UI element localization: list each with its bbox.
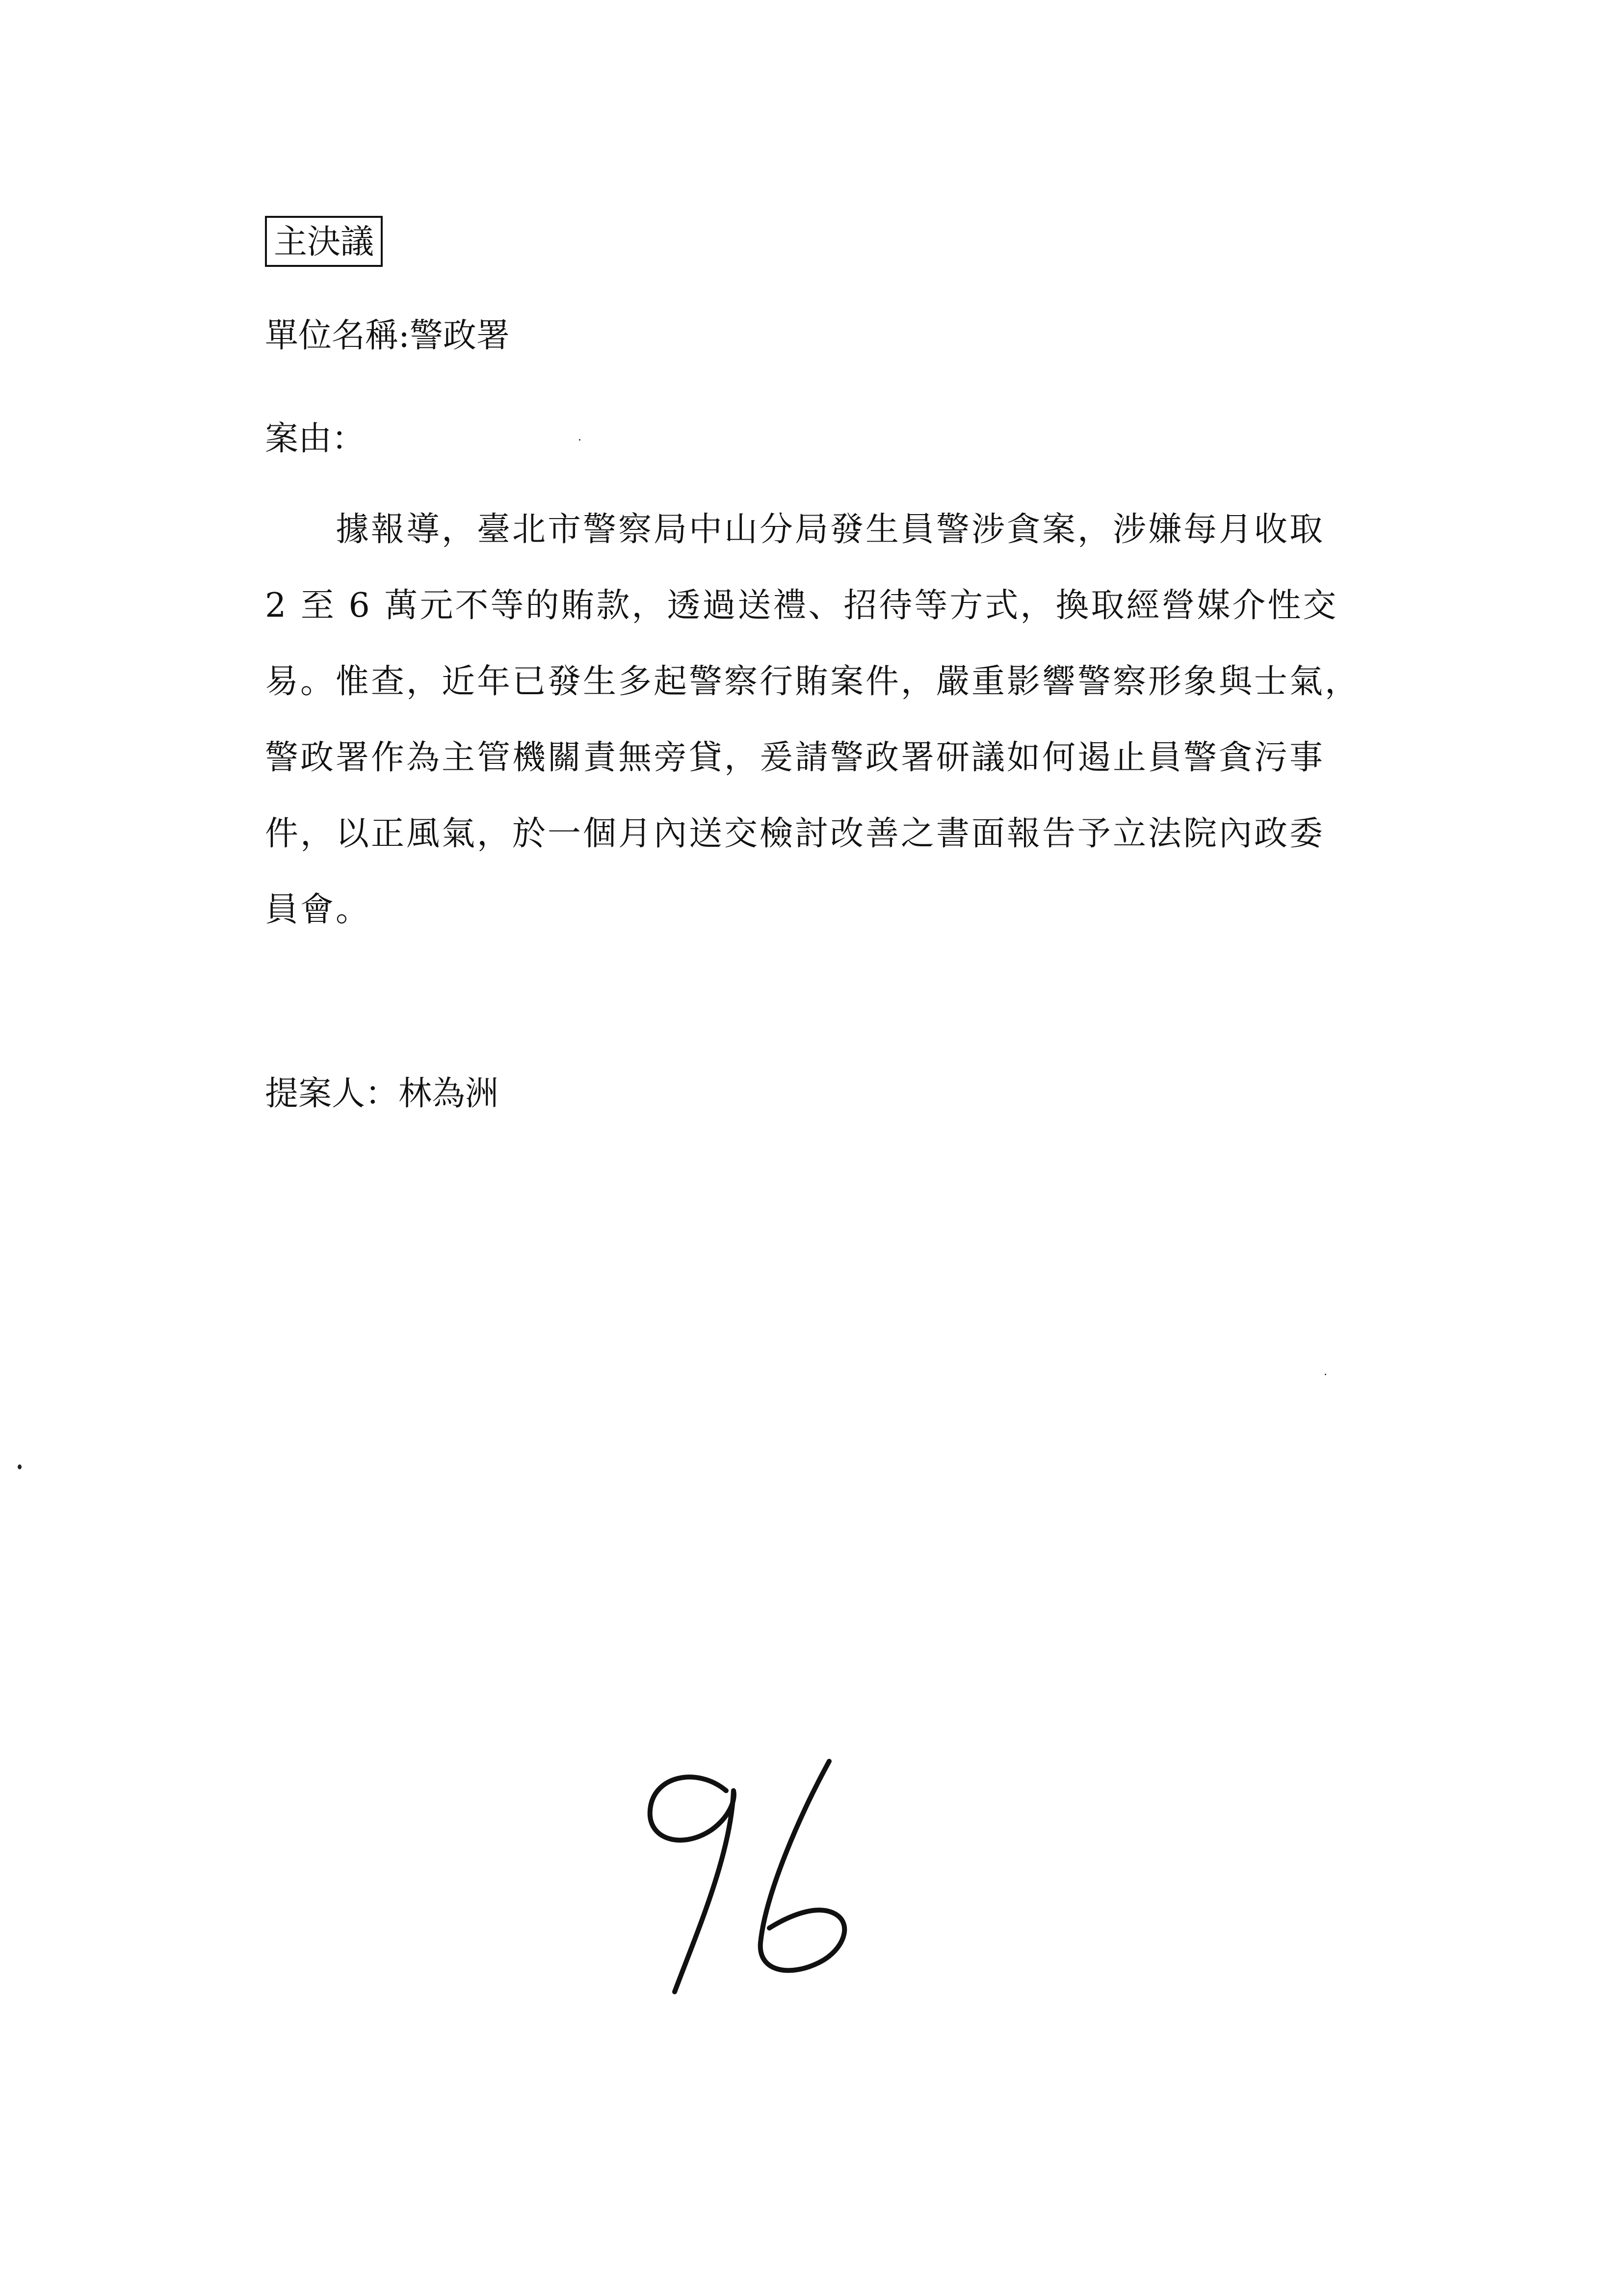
- case-reason-label: 案由：: [265, 419, 366, 458]
- paragraph-line: 易。惟查，近年已發生多起警察行賄案件，嚴重影響警察形象與士氣，: [265, 662, 1361, 701]
- handwritten-page-number: [638, 1756, 873, 2011]
- paragraph-line: 據報導，臺北市警察局中山分局發生員警涉貪案，涉嫌每月收取: [265, 510, 1325, 549]
- scan-speck: [579, 439, 580, 441]
- paragraph-line: 警政署作為主管機關責無旁貸，爰請警政署研議如何遏止員警貪污事: [265, 738, 1325, 777]
- paragraph-line: 員會。: [265, 890, 371, 929]
- paragraph-line: 2 至 6 萬元不等的賄款，透過送禮、招待等方式，換取經營媒介性交: [265, 586, 1338, 625]
- paragraph-line: 件，以正風氣，於一個月內送交檢討改善之書面報告予立法院內政委: [265, 814, 1325, 853]
- proposer-line: 提案人：林為洲: [265, 1074, 499, 1113]
- scan-speck: [18, 1464, 22, 1469]
- boxed-title: 主決議: [265, 216, 383, 267]
- scan-speck: [1325, 1374, 1326, 1375]
- unit-name-line: 單位名稱:警政署: [265, 316, 510, 355]
